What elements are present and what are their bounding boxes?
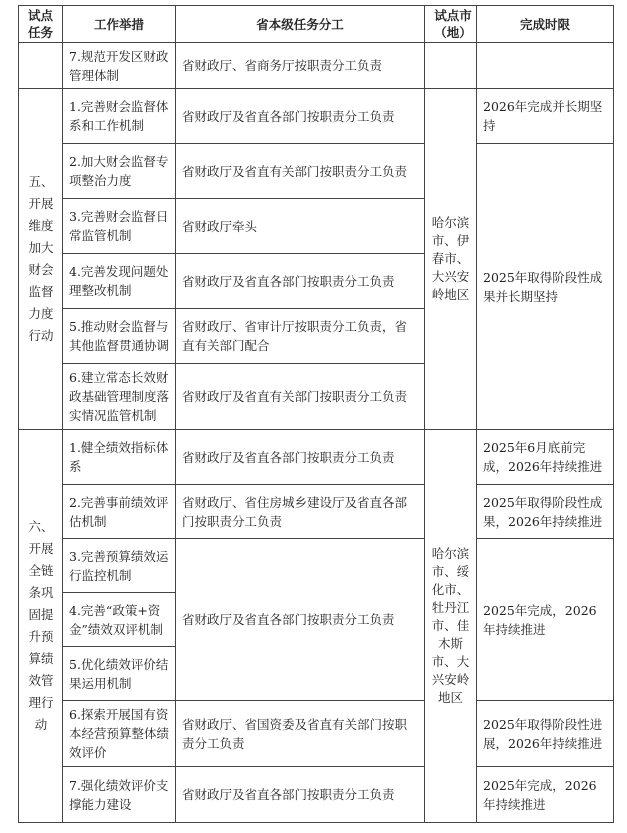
- division-cell: 省财政厅、省国资委及省直有关部门按职责分工负责: [176, 701, 425, 767]
- deadline-cell: 2025年6月底前完成，2026年持续推进: [477, 430, 614, 485]
- header-deadline: 完成时限: [477, 6, 614, 43]
- division-cell: 省财政厅及省直各部门按职责分工负责: [176, 254, 425, 309]
- measure-cell: 4.完善“政策+资金”绩效双评机制: [63, 593, 176, 647]
- task-cell-group5: 五、开展维度加大财会监督力度行动: [19, 89, 63, 430]
- measure-cell: 1.健全绩效指标体系: [63, 430, 176, 485]
- measure-cell: 5.优化绩效评价结果运用机制: [63, 647, 176, 701]
- task-table: [18, 5, 614, 823]
- measure-cell: 3.完善财会监督日常监管机制: [63, 199, 176, 254]
- table-row: [19, 43, 614, 89]
- division-cell: 省财政厅及省直各部门按职责分工负责: [176, 767, 425, 823]
- division-cell-merged: 省财政厅及省直各部门按职责分工负责: [176, 539, 425, 701]
- measure-cell: 5.推动财会监督与其他监督贯通协调: [63, 309, 176, 364]
- division-cell: 省财政厅、省商务厅按职责分工负责: [176, 43, 425, 89]
- division-cell: 省财政厅及省直各部门按职责分工负责: [176, 89, 425, 144]
- deadline-cell: 2025年取得阶段性成果，2026年持续推进: [477, 485, 614, 539]
- deadline-cell: 2025年完成，2026年持续推进: [477, 767, 614, 823]
- deadline-cell-group5: 2025年取得阶段性成果并长期坚持: [477, 144, 614, 430]
- header-task: 试点任务: [19, 6, 63, 43]
- measure-cell: 7.强化绩效评价支撑能力建设: [63, 767, 176, 823]
- table-row: [19, 144, 614, 199]
- division-cell: 省财政厅及省直有关部门按职责分工负责: [176, 144, 425, 199]
- measure-cell: 1.完善财会监督体系和工作机制: [63, 89, 176, 144]
- table-row: [19, 767, 614, 823]
- header-division: 省本级任务分工: [176, 6, 425, 43]
- table-row: [19, 430, 614, 485]
- measure-cell: 6.建立常态长效财政基础管理制度落实情况监管机制: [63, 364, 176, 430]
- measure-cell: 2.完善事前绩效评估机制: [63, 485, 176, 539]
- table-row: [19, 539, 614, 593]
- deadline-cell: 2026年完成并长期坚持: [477, 89, 614, 144]
- division-cell: 省财政厅牵头: [176, 199, 425, 254]
- division-cell: 省财政厅及省直有关部门按职责分工负责: [176, 364, 425, 430]
- city-cell-group5: 哈尔滨市、伊春市、大兴安岭地区: [425, 89, 477, 430]
- deadline-cell-merged: 2025年完成，2026年持续推进: [477, 539, 614, 701]
- table-row: [19, 89, 614, 144]
- measure-cell: 3.完善预算绩效运行监控机制: [63, 539, 176, 593]
- measure-cell: 4.完善发现问题处理整改机制: [63, 254, 176, 309]
- task-cell-group6: 六、开展全链条巩固提升预算绩效管理行动: [19, 430, 63, 823]
- division-cell: 省财政厅、省审计厅按职责分工负责，省直有关部门配合: [176, 309, 425, 364]
- header-measure: 工作举措: [63, 6, 176, 43]
- city-cell-empty: [425, 43, 477, 89]
- table-row: [19, 485, 614, 539]
- measure-cell: 2.加大财会监督专项整治力度: [63, 144, 176, 199]
- measure-cell: 6.探索开展国有资本经营预算整体绩效评价: [63, 701, 176, 767]
- division-cell: 省财政厅、省住房城乡建设厅及省直各部门按职责分工负责: [176, 485, 425, 539]
- measure-cell: 7.规范开发区财政管理体制: [63, 43, 176, 89]
- task-cell-empty: [19, 43, 63, 89]
- city-cell-group6: 哈尔滨市、绥化市、牡丹江市、佳木斯市、大兴安岭地区: [425, 430, 477, 823]
- division-cell: 省财政厅及省直各部门按职责分工负责: [176, 430, 425, 485]
- deadline-cell-empty: [477, 43, 614, 89]
- deadline-cell: 2025年取得阶段性进展，2026年持续推进: [477, 701, 614, 767]
- header-city: 试点市（地）: [425, 6, 477, 43]
- table-row: [19, 701, 614, 767]
- header-row: [19, 6, 614, 43]
